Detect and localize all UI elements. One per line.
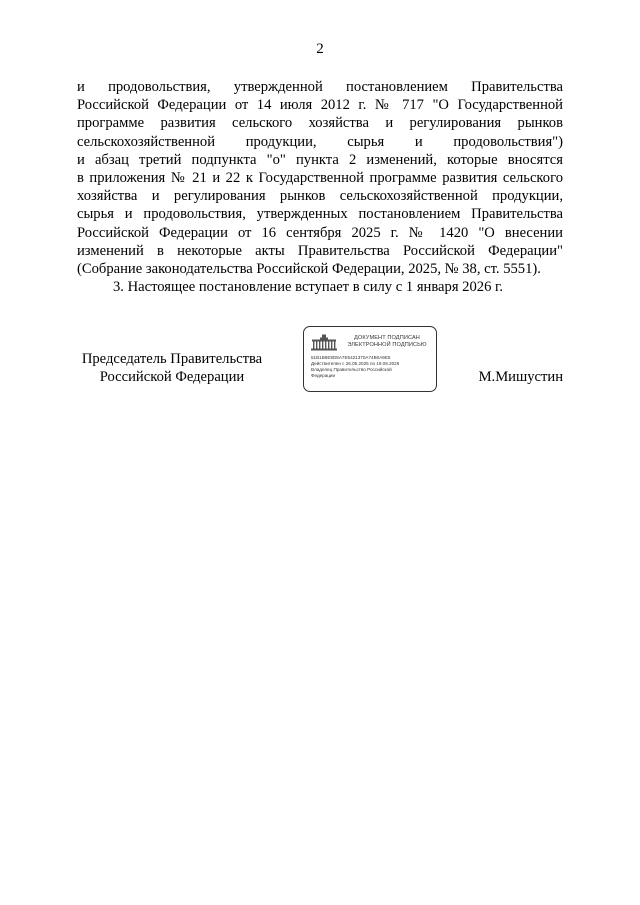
document-body <box>77 78 563 296</box>
text-line: программе развития сельского хозяйства и регулирования рынков <box>77 115 563 132</box>
page-number: 2 <box>316 41 324 57</box>
text-line: в приложения № 21 и 22 к Государственной программе развития сельского <box>77 170 563 187</box>
paragraph-effective-date: 3. Настоящее постановление вступает в силу с 1 января 2026 г. <box>113 279 503 296</box>
text-line: и абзац третий подпункта "о" пункта 2 изменений, которые вносятся <box>77 151 563 168</box>
text-line: и продовольствия, утвержденной постановлением Правительства <box>77 79 563 95</box>
stamp-title-line: ДОКУМЕНТ ПОДПИСАН <box>354 335 420 341</box>
stamp-title <box>340 335 434 349</box>
text-line: Российской Федерации от 14 июля 2012 г. № 717 "О Государственной <box>77 97 563 114</box>
stamp-validity: Действителен с 26.05.2025 по 19.08.2026 <box>311 361 400 366</box>
text-line: (Собрание законодательства Российской Федерации, 2025, № 38, ст. 5551). <box>77 261 541 278</box>
stamp-title-line: ЭЛЕКТРОННОЙ ПОДПИСЬЮ <box>347 342 427 348</box>
text-line: изменений в некоторые акты Правительства Российской Федерации" <box>77 242 563 259</box>
signer-title-line: Председатель Правительства <box>81 351 263 367</box>
electronic-signature-stamp <box>303 326 437 392</box>
text-line: сельскохозяйственной продукции, сырья и продовольствия") <box>77 133 563 150</box>
signer-name: М.Мишустин <box>478 369 563 385</box>
stamp-owner: Федерации <box>311 373 336 378</box>
signer-title <box>77 350 267 386</box>
stamp-certificate: 51B1B6E9D8A7E5421370A74B0A9E5 <box>311 355 391 360</box>
signer-title-line: Российской Федерации <box>99 369 245 386</box>
government-building-icon <box>310 334 338 352</box>
text-line: сырья и продовольствия, утвержденных постановлением Правительства <box>77 206 563 223</box>
text-line: хозяйства и регулирования рынков сельскохозяйственной продукции, <box>77 188 563 205</box>
stamp-owner: Владелец Правительство Российской <box>311 367 392 372</box>
stamp-details <box>311 355 435 379</box>
text-line: Российской Федерации от 16 сентября 2025 г. № 1420 "О внесении <box>77 224 563 241</box>
paragraph-amendments <box>77 78 563 278</box>
